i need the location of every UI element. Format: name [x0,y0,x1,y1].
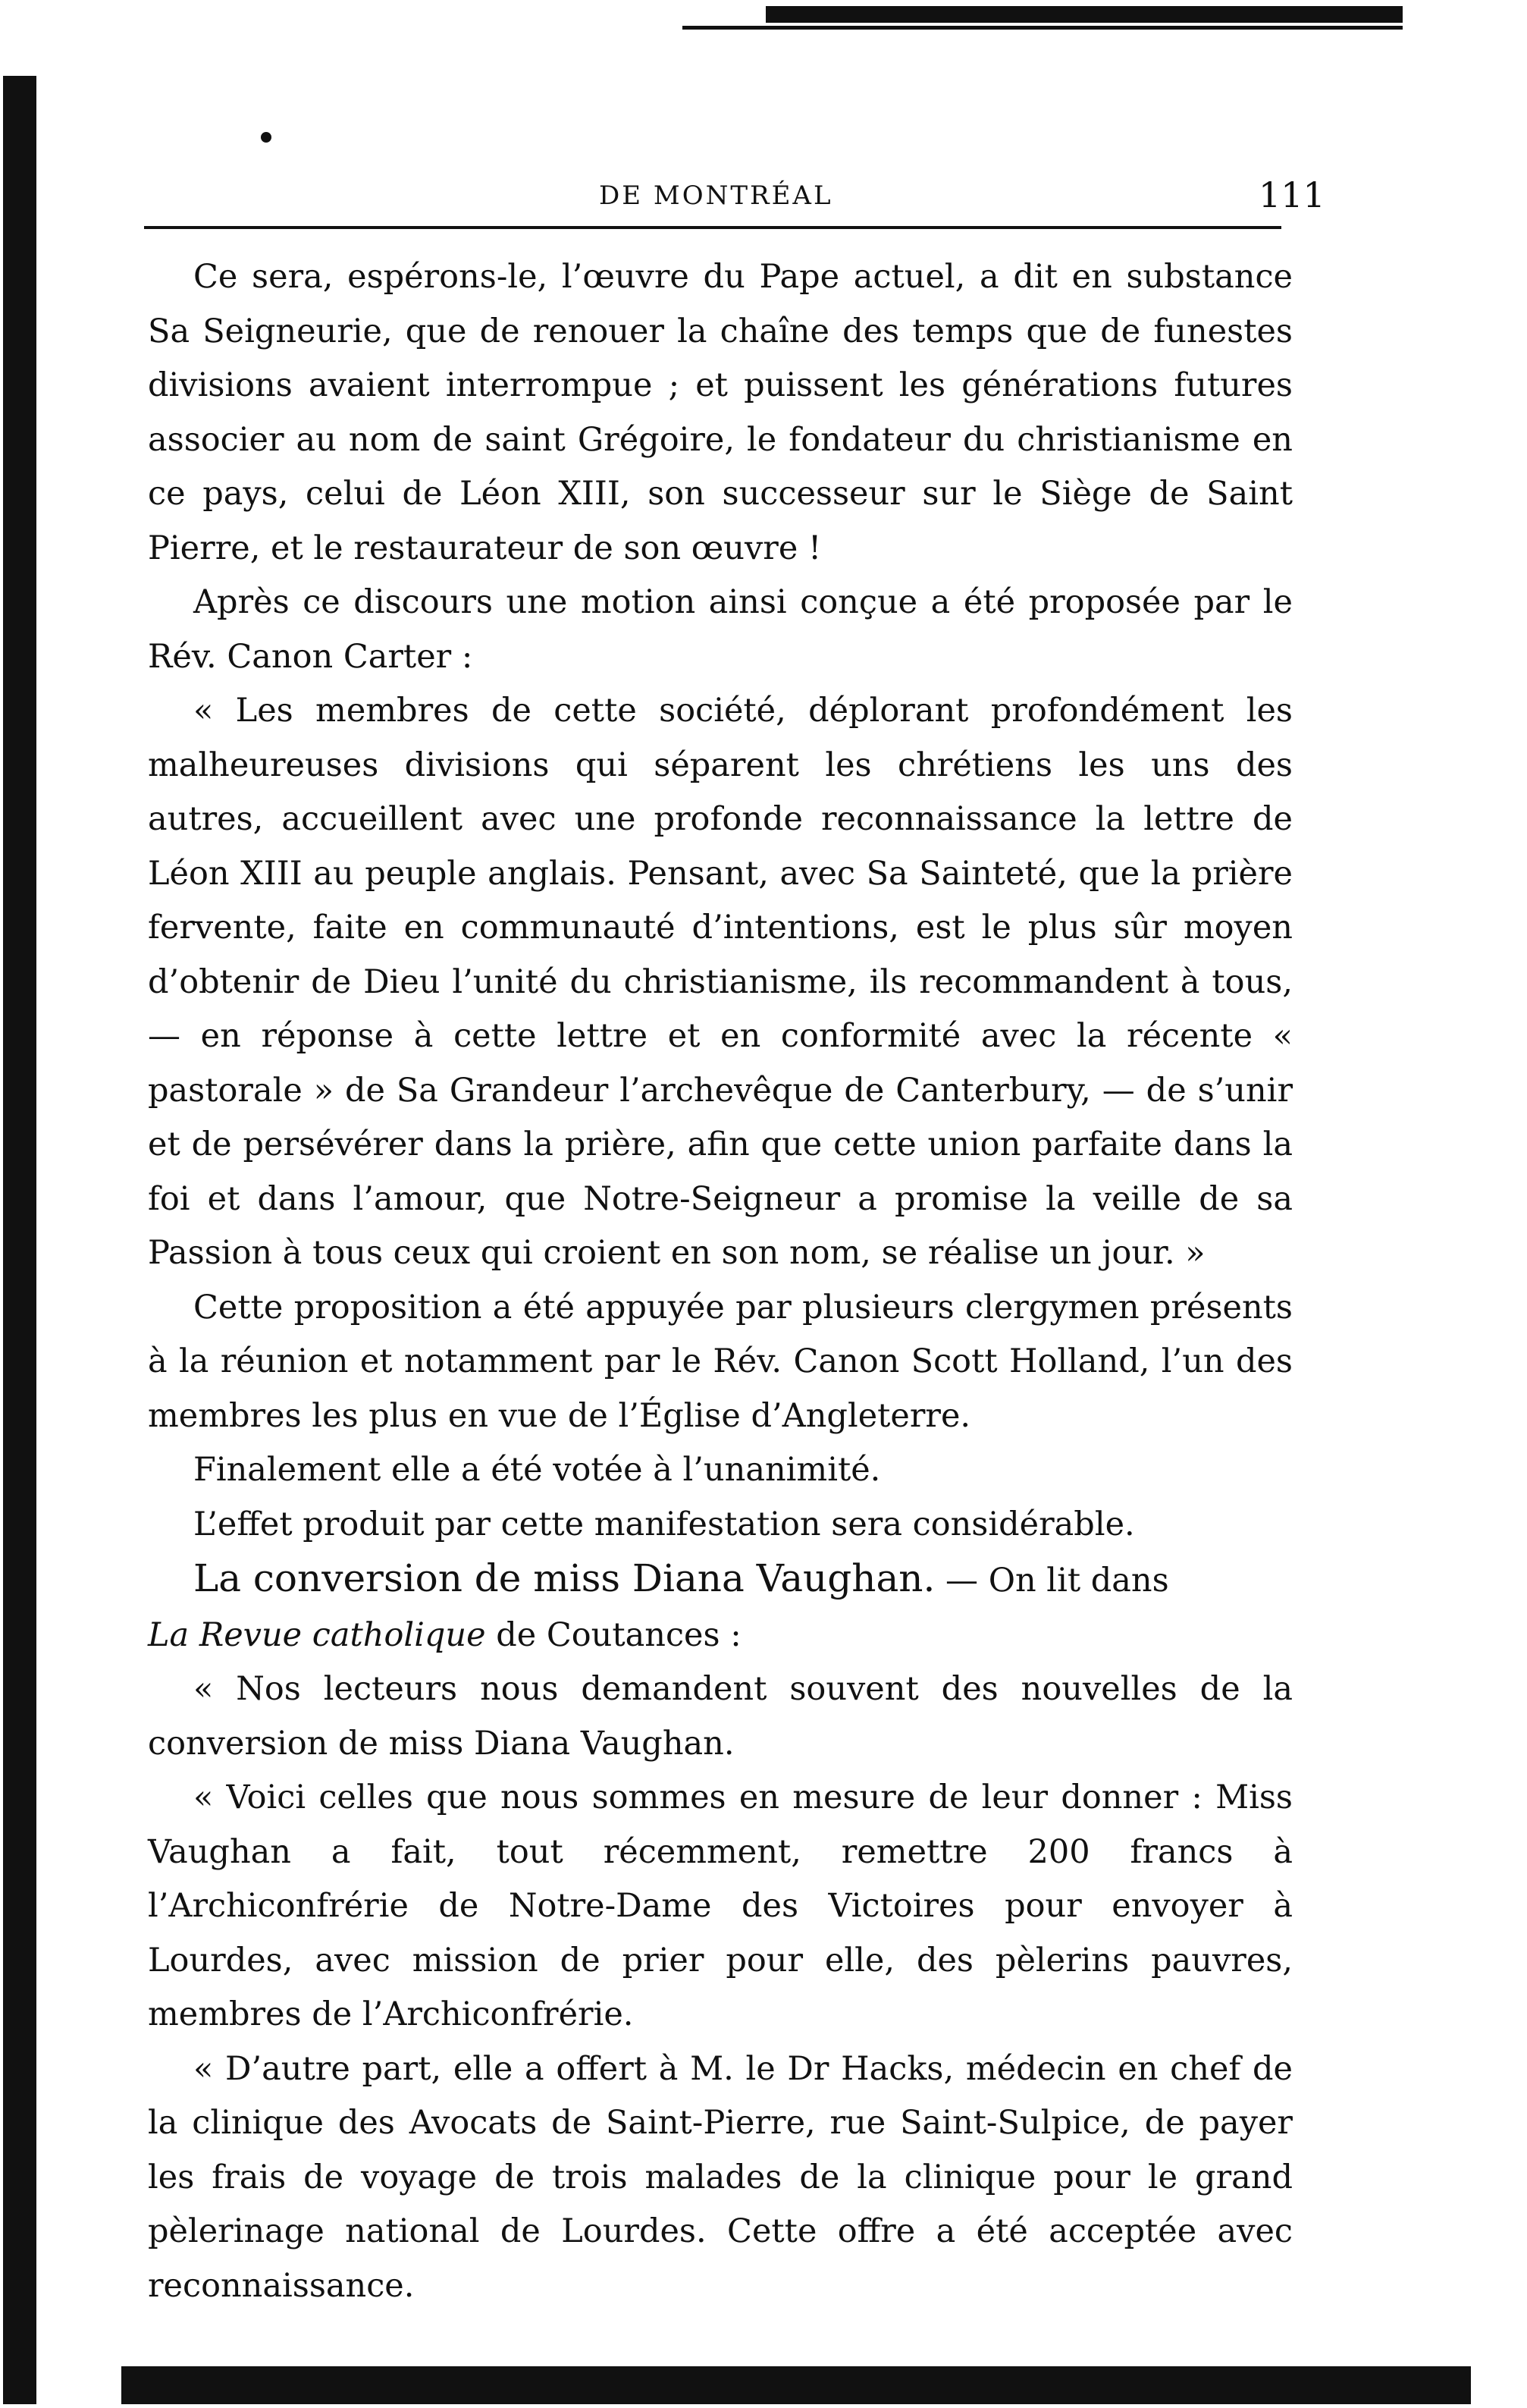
running-head: DE MONTRÉAL [599,181,833,211]
paragraph: « Nos lecteurs nous demandent souvent des nouvelles de la conversion de miss Diana Vaughan. [148,1670,1293,1763]
paragraph: « Les membres de cette société, déplorant profondément les malheureuses divisions qui séparent les chrétiens les uns des autres, accueillent avec une profonde reconnaissance la lettre de Léon XIII au peuple anglais. Pensant, avec Sa Sainteté, que la prière fervente, faite en communauté d’intentions, est le plus sûr moyen d’obtenir de Dieu l’unité du christianisme, ils recommandent à tous, — en réponse à cette lettre et en conformité avec la récente « pastorale » de Sa Grandeur l’archevêque de Canterbury, — de s’unir et de persévérer dans la prière, afin que cette union parfaite dans la foi et dans l’amour, que Notre-Seigneur a promise la veille de sa Passion à tous ceux qui croient en son nom, se réalise un jour. » [148,692,1293,1272]
header-rule [144,226,1281,229]
left-border-bar [3,76,36,2404]
section-source [148,1609,1293,1663]
paragraph: L’effet produit par cette manifestation sera considérable. [193,1505,1135,1543]
paragraph: Après ce discours une motion ainsi conçue a été proposée par le Rév. Canon Carter : [148,583,1293,676]
top-border-bar [766,6,1403,23]
page-body [148,250,1293,2313]
paragraph: Finalement elle a été votée à l’unanimité. [193,1451,881,1489]
paragraph: « Voici celles que nous sommes en mesure de leur donner : Miss Vaughan a fait, tout récemment, remettre 200 francs à l’Archiconfrérie de Notre-Dame des Victoires pour envoyer à Lourdes, avec mission de prier pour elle, des pèlerins pauvres, membres de l’Archiconfrérie. [148,1779,1293,2033]
paragraph: Cette proposition a été appuyée par plusieurs clergymen présents à la réunion et notamment par le Rév. Canon Scott Holland, l’un des membres les plus en vue de l’Église d’Angleterre. [148,1288,1293,1435]
page-header [144,174,1325,220]
paragraph: Ce sera, espérons-le, l’œuvre du Pape actuel, a dit en substance Sa Seigneurie, que de renouer la chaîne des temps que de funestes divisions avaient interrompue ; et puissent les générations futures associer au nom de saint Grégoire, le fondateur du christianisme en ce pays, celui de Léon XIII, son successeur sur le Siège de Saint Pierre, et le restaurateur de son œuvre ! [148,258,1293,567]
top-border-line [682,26,1403,30]
source-title: La Revue catholique [148,1615,486,1654]
page-number: 111 [1259,174,1325,215]
ink-speck [261,132,271,143]
section-heading [148,1552,1293,1609]
section-title: La conversion de miss Diana Vaughan. [193,1556,936,1600]
source-tail: de Coutances : [485,1615,742,1654]
bottom-border-bar [121,2366,1471,2404]
paragraph: « D’autre part, elle a offert à M. le Dr Hacks, médecin en chef de la clinique des Avocats de Saint-Pierre, rue Saint-Sulpice, de payer les frais de voyage de trois malades de la clinique pour le grand pèlerinage national de Lourdes. Cette offre a été acceptée avec reconnaissance. [148,2049,1293,2305]
section-title-tail: — On lit dans [935,1562,1169,1600]
